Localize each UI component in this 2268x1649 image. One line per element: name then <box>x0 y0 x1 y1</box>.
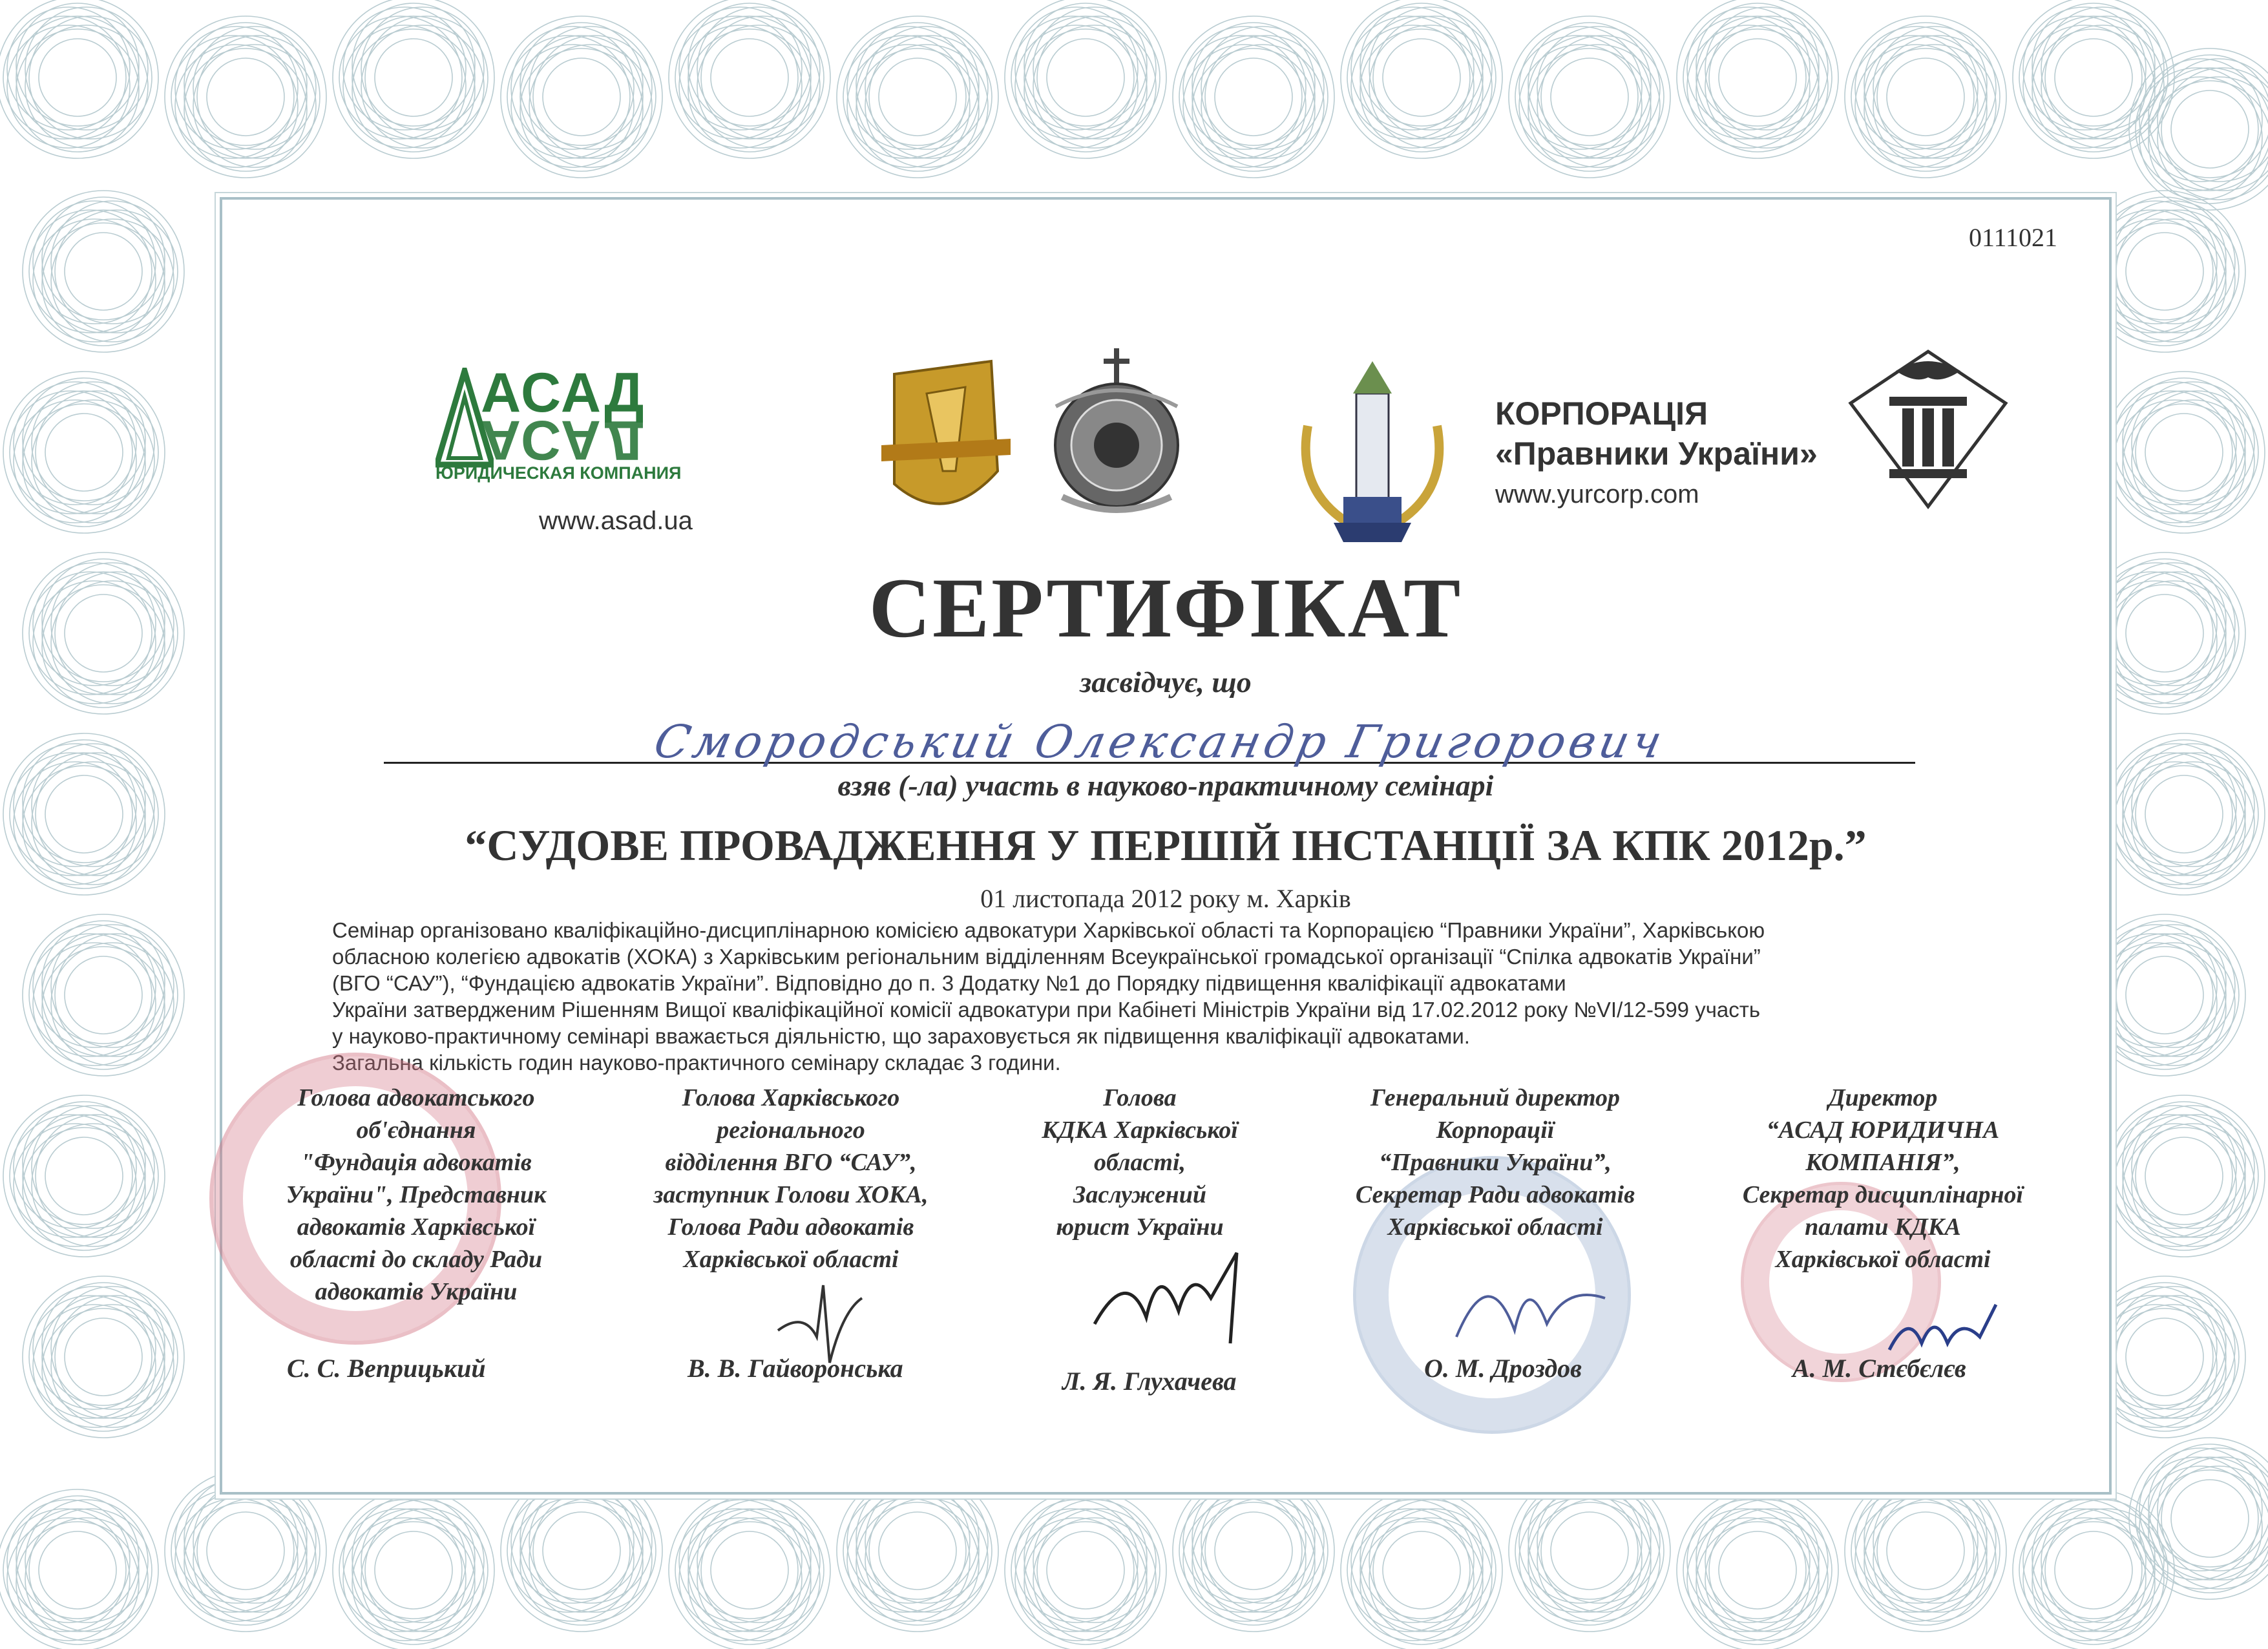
laurel-column-icon <box>1306 361 1440 542</box>
position-line: Голова <box>1103 1084 1177 1111</box>
certificate-title: СЕРТИФІКАТ <box>868 560 1463 655</box>
signatory-4-position <box>1314 1082 1676 1243</box>
advocates-seal-icon <box>1055 348 1178 510</box>
date-place: 01 листопада 2012 року м. Харків <box>980 884 1351 913</box>
position-line: "Фундація адвокатів <box>300 1149 532 1176</box>
signatory-5-position <box>1702 1082 2064 1276</box>
certifies-text: засвідчує, що <box>1080 666 1252 698</box>
position-line: об'єднання <box>356 1117 476 1144</box>
position-line: КДКА Харківської <box>1042 1117 1238 1144</box>
body-line: України затвердженим Рішенням Вищої кваліфікаційної комісії адвокатури при Кабінеті Міністрів України від 17.02.2012 року №VI/12-599 участь <box>332 998 1761 1022</box>
asad-logo <box>436 361 746 542</box>
position-line: області до складу Ради <box>289 1246 543 1273</box>
body-line: Семінар організовано кваліфікаційно-дисциплінарною комісією адвокатури Харківської області та Корпорацією “Правники України”, Харківською <box>332 918 1765 942</box>
body-line: обласною колегією адвокатів (ХОКА) з Харківським регіональним відділенням Всеукраїнської громадської організації “Спілка адвокатів України” <box>332 945 1761 969</box>
position-line: Голова Харківського <box>682 1084 900 1111</box>
position-line: Харківської області <box>683 1246 899 1273</box>
position-line: України", Представник <box>286 1181 547 1208</box>
asad-wordmark-reflection: АСАД <box>481 409 646 471</box>
signatory-3-name: Л. Я. Глухачева <box>1062 1367 1237 1396</box>
position-line: Директор <box>1828 1084 1938 1111</box>
position-line: “Правники України”, <box>1379 1149 1612 1176</box>
body-line: у науково-практичному семінарі вважається діяльністю, що зараховується як підвищення кваліфікації адвокатами. <box>332 1024 1470 1048</box>
recipient-name: Смородський Олександр Григорович <box>649 715 1671 768</box>
signatory-5-name: А. М. Стєбєлєв <box>1792 1354 1966 1383</box>
signatory-2-name: В. В. Гайворонська <box>688 1354 903 1383</box>
position-line: відділення ВГО “САУ”, <box>665 1149 917 1176</box>
signatory-3-position <box>998 1082 1282 1243</box>
asad-subtitle: ЮРИДИЧЕСКАЯ КОМПАНИЯ <box>436 463 682 483</box>
corporation-url: www.yurcorp.com <box>1495 480 1699 509</box>
position-line: Генеральний директор <box>1370 1084 1621 1111</box>
position-line: Голова Ради адвокатів <box>667 1213 914 1241</box>
body-text <box>332 917 2038 1076</box>
signatory-1-name: С. С. Веприцький <box>287 1354 486 1383</box>
position-line: Голова адвокатського <box>297 1084 535 1111</box>
lawyer-shield-icon <box>881 361 1011 504</box>
asad-wordmark: АСАД <box>481 362 646 424</box>
position-line: Секретар дисциплінарної <box>1742 1181 2024 1208</box>
position-line: КОМПАНІЯ”, <box>1805 1149 1960 1176</box>
position-line: юрист України <box>1056 1213 1224 1241</box>
signatory-4-name: О. М. Дроздов <box>1424 1354 1582 1383</box>
position-line: Заслужений <box>1073 1181 1207 1208</box>
corporation-title-line2: «Правники України» <box>1495 436 1818 472</box>
emblem-group <box>868 335 1489 549</box>
body-line: (ВГО “САУ”), “Фундацією адвокатів України”. Відповідно до п. 3 Додатку №1 до Порядку підвищення кваліфікації адвокатами <box>332 971 1566 995</box>
position-line: заступник Голови ХОКА, <box>653 1181 929 1208</box>
position-line: адвокатів України <box>315 1278 518 1305</box>
signatory-2-position <box>623 1082 959 1276</box>
certificate-paper <box>220 197 2112 1495</box>
position-line: Корпорації <box>1436 1117 1555 1144</box>
position-line: Харківської області <box>1387 1213 1603 1241</box>
corporation-column-icon <box>1844 345 2012 513</box>
signatory-1-position <box>235 1082 597 1308</box>
serial-number: 0111021 <box>1968 223 2057 252</box>
position-line: регіонального <box>717 1117 865 1144</box>
position-line: Секретар Ради адвокатів <box>1355 1181 1635 1208</box>
position-line: “АСАД ЮРИДИЧНА <box>1766 1117 2000 1144</box>
asad-url: www.asad.ua <box>539 507 693 535</box>
signature-4-scribble <box>1437 1234 1618 1363</box>
corporation-logo <box>1495 394 1857 509</box>
position-line: Харківської області <box>1775 1246 1991 1273</box>
position-line: адвокатів Харківської <box>297 1213 536 1241</box>
recipient-name-line <box>384 710 1915 768</box>
corporation-title-line1: КОРПОРАЦІЯ <box>1495 395 1708 432</box>
body-line: Загальна кількість годин науково-практичного семінару складає 3 години. <box>332 1051 1061 1075</box>
signature-3-scribble <box>1088 1246 1256 1363</box>
participation-text: взяв (-ла) участь в науково-практичному семінарі <box>837 769 1494 802</box>
position-line: палати КДКА <box>1805 1213 1961 1241</box>
position-line: області, <box>1094 1149 1186 1176</box>
seminar-title: “СУДОВЕ ПРОВАДЖЕННЯ У ПЕРШІЙ ІНСТАНЦІЇ ЗА КПК 2012р.” <box>465 821 1867 870</box>
